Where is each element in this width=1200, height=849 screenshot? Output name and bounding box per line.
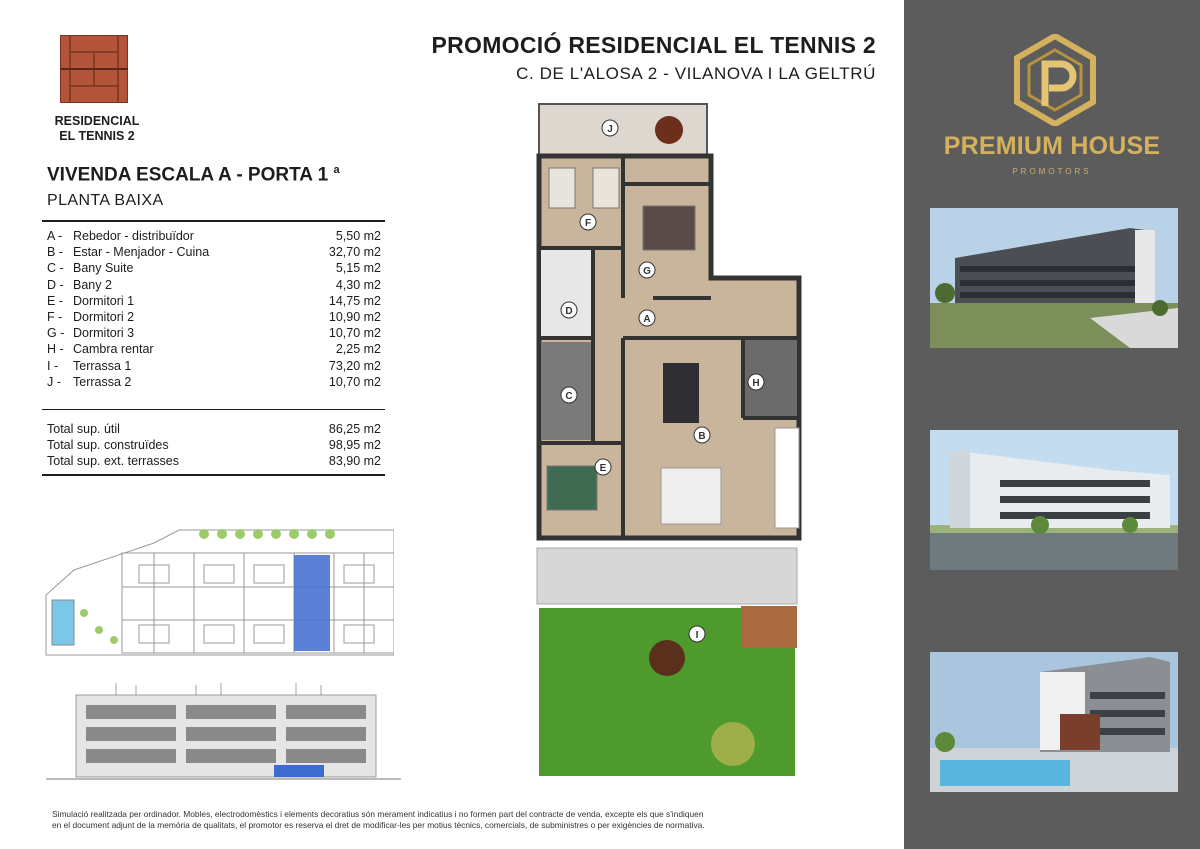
total-name: Total sup. útil	[47, 422, 120, 436]
floor-plan	[533, 98, 805, 778]
total-area: 83,90 m2	[328, 454, 381, 469]
total-row	[47, 437, 381, 453]
room-name: Estar - Menjador - Cuina	[73, 245, 210, 260]
room-code: B -	[47, 245, 63, 260]
room-area: 2,25 m2	[335, 342, 381, 357]
plan-label-b: B	[698, 431, 706, 442]
room-name: Bany 2	[73, 277, 112, 292]
page-title: PROMOCIÓ RESIDENCIAL EL TENNIS 2	[431, 32, 876, 58]
room-name: Cambra rentar	[73, 342, 154, 357]
plan-label-h: H	[752, 378, 760, 389]
room-row	[47, 228, 381, 244]
room-name: Terrassa 1	[73, 358, 132, 373]
room-row	[47, 260, 381, 276]
room-area: 10,70 m2	[328, 326, 381, 341]
room-code: E -	[47, 293, 63, 308]
building-render-2	[930, 430, 1178, 570]
divider-middle	[42, 409, 385, 410]
room-name: Rebedor - distribuïdor	[73, 229, 194, 243]
plan-label-c: C	[565, 391, 573, 402]
room-row	[47, 277, 381, 293]
totals-list	[47, 421, 381, 470]
floor-label: PLANTA BAIXA	[47, 192, 164, 209]
building-render-1	[930, 208, 1178, 348]
room-name: Dormitori 2	[73, 310, 135, 325]
room-code: I -	[47, 358, 59, 373]
room-row	[47, 293, 381, 309]
room-row	[47, 309, 381, 325]
room-row	[47, 244, 381, 260]
logo-line-2: EL TENNIS 2	[59, 129, 135, 143]
room-area: 73,20 m2	[328, 358, 381, 373]
plan-label-e: E	[599, 463, 607, 474]
dwelling-title	[47, 164, 340, 186]
room-code: J -	[47, 374, 61, 389]
room-area: 14,75 m2	[328, 293, 381, 308]
room-code: C -	[47, 261, 64, 276]
logo-line-1: RESIDENCIAL	[54, 114, 140, 128]
building-render-3	[930, 652, 1178, 792]
room-area: 10,70 m2	[328, 374, 381, 389]
disclaimer-line-2: en el document adjunt de la memòria de qualitats, el promotor es reserva el dret de modificar-les per motius tècnics, comercials, de subministres o per exigències de normativa.	[52, 820, 705, 830]
pool-icon	[52, 600, 74, 645]
room-area: 10,90 m2	[328, 310, 381, 325]
tennis-court-logo-icon	[60, 35, 128, 103]
room-area: 5,50 m2	[335, 229, 381, 243]
page-address: C. DE L'ALOSA 2 - VILANOVA I LA GELTRÚ	[516, 64, 876, 83]
room-name: Terrassa 2	[73, 374, 132, 389]
dwelling-title-text: VIVENDA ESCALA A - PORTA 1	[47, 164, 329, 186]
total-row	[47, 453, 381, 469]
room-name: Bany Suite	[73, 261, 134, 276]
room-row	[47, 341, 381, 357]
disclaimer-line-1: Simulació realitzada per ordinador. Mobles, electrodomèstics i elements decoratius són merament indicatius i no formen part del contracte de venda, excepte els que s'indiquen	[52, 809, 704, 819]
room-row	[47, 325, 381, 341]
divider-bottom	[42, 474, 385, 476]
dwelling-title-sup: a	[333, 164, 340, 176]
room-code: F -	[47, 310, 63, 325]
room-code: A -	[47, 229, 63, 243]
disclaimer	[52, 809, 792, 831]
divider-top	[42, 220, 385, 222]
room-row	[47, 358, 381, 374]
plan-label-i: I	[695, 630, 699, 641]
plan-label-a: A	[643, 314, 651, 325]
highlighted-unit	[274, 765, 324, 777]
brand-subtitle: PROMOTORS	[1012, 167, 1092, 176]
total-row	[47, 421, 381, 437]
project-logo-text	[48, 114, 146, 144]
brand-name: PREMIUM HOUSE	[943, 132, 1161, 160]
total-area: 86,25 m2	[328, 422, 381, 436]
total-name: Total sup. ext. terrasses	[47, 454, 180, 469]
room-name: Dormitori 3	[73, 326, 135, 341]
premium-house-logo-icon	[1013, 34, 1097, 126]
plan-label-j: J	[607, 124, 613, 135]
building-elevation	[46, 683, 401, 783]
plan-label-d: D	[565, 306, 573, 317]
room-row	[47, 374, 381, 390]
plan-label-g: G	[643, 266, 651, 277]
room-area: 5,15 m2	[335, 261, 381, 276]
room-code: H -	[47, 342, 64, 357]
plan-label-f: F	[584, 218, 592, 229]
total-area: 98,95 m2	[328, 438, 381, 453]
room-name: Dormitori 1	[73, 293, 135, 308]
site-key-plan	[44, 525, 394, 660]
room-area: 4,30 m2	[335, 277, 381, 292]
room-list	[47, 228, 381, 390]
room-code: G -	[47, 326, 65, 341]
total-name: Total sup. construïdes	[47, 438, 169, 453]
room-area: 32,70 m2	[328, 245, 381, 260]
highlighted-unit	[294, 555, 330, 651]
room-code: D -	[47, 277, 64, 292]
